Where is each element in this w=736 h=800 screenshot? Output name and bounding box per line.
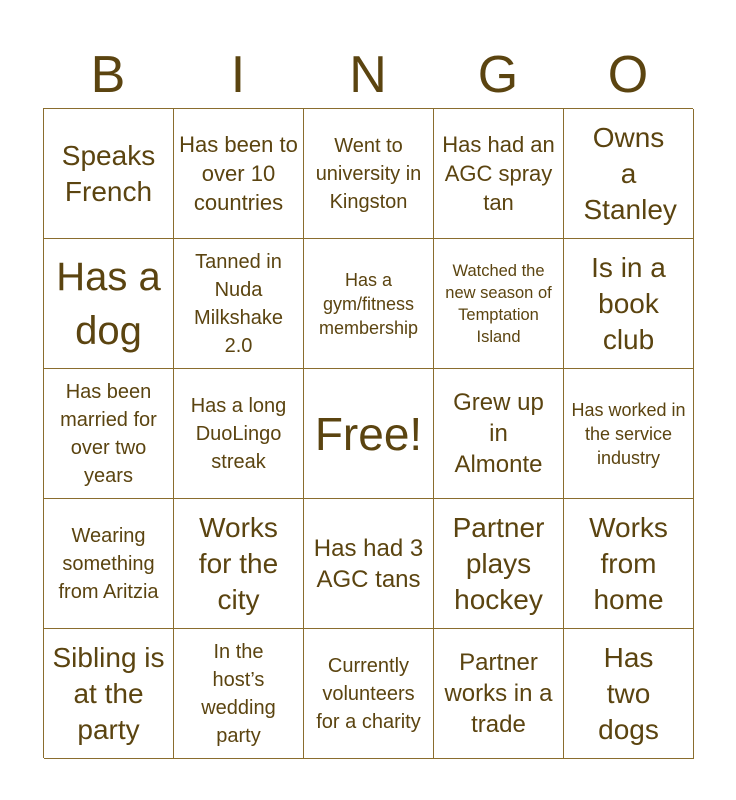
cell-text: Speaks French (61, 139, 156, 207)
cell-text: Sibling is at the party (52, 641, 165, 745)
free-space-text: Free! (314, 407, 423, 460)
cell-text: Has a gym/fitness membership (318, 269, 419, 338)
cell-text: Partner plays hockey (452, 511, 545, 615)
cell-text: Owns a Stanley (583, 121, 677, 225)
bingo-cell-r5c3[interactable] (304, 629, 434, 759)
bingo-cell-r3c5[interactable] (564, 369, 694, 499)
cell-text: Has two dogs (598, 641, 659, 745)
header-letter-i: I (230, 46, 246, 104)
bingo-grid (43, 108, 693, 758)
bingo-cell-r4c5[interactable] (564, 499, 694, 629)
cell-text: In the host’s wedding party (201, 640, 276, 747)
bingo-cell-r4c1[interactable] (44, 499, 174, 629)
cell-text: Has worked in the service industry (571, 399, 686, 468)
bingo-cell-r5c4[interactable] (434, 629, 564, 759)
bingo-cell-r2c3[interactable] (304, 239, 434, 369)
bingo-cell-r1c4[interactable] (434, 109, 564, 239)
header-letter-o: O (607, 46, 649, 104)
bingo-cell-r4c3[interactable] (304, 499, 434, 629)
cell-text: Went to university in Kingston (315, 134, 422, 213)
bingo-cell-r2c1[interactable] (44, 239, 174, 369)
cell-text: Has been married for over two years (60, 380, 157, 487)
cell-text: Partner works in a trade (444, 649, 553, 738)
bingo-cell-r1c5[interactable] (564, 109, 694, 239)
bingo-cell-r2c2[interactable] (174, 239, 304, 369)
bingo-cell-r2c5[interactable] (564, 239, 694, 369)
bingo-cell-r3c4[interactable] (434, 369, 564, 499)
bingo-cell-r3c1[interactable] (44, 369, 174, 499)
cell-text: Has been to over 10 countries (179, 132, 298, 215)
bingo-cell-r4c2[interactable] (174, 499, 304, 629)
cell-text: Works for the city (198, 511, 279, 615)
header-letter-g: G (477, 46, 519, 104)
cell-text: Has had an AGC spray tan (442, 132, 555, 215)
bingo-cell-r5c5[interactable] (564, 629, 694, 759)
bingo-cell-free[interactable] (304, 369, 434, 499)
cell-text: Has a long DuoLingo streak (190, 394, 287, 473)
header-letter-n: N (349, 46, 387, 104)
cell-text: Wearing something from Aritzia (58, 524, 159, 603)
header-letter-b: B (90, 46, 126, 104)
bingo-cell-r5c1[interactable] (44, 629, 174, 759)
cell-text: Is in a book club (591, 251, 666, 355)
cell-text: Watched the new season of Temptation Island (445, 261, 552, 346)
cell-text: Tanned in Nuda Milkshake 2.0 (194, 250, 283, 357)
bingo-cell-r5c2[interactable] (174, 629, 304, 759)
bingo-cell-r2c4[interactable] (434, 239, 564, 369)
bingo-cell-r4c4[interactable] (434, 499, 564, 629)
cell-text: Has a dog (56, 254, 161, 353)
cell-text: Grew up in Almonte (453, 389, 544, 478)
bingo-cell-r3c2[interactable] (174, 369, 304, 499)
cell-text: Works from home (589, 511, 668, 615)
bingo-cell-r1c1[interactable] (44, 109, 174, 239)
bingo-cell-r1c2[interactable] (174, 109, 304, 239)
bingo-header (43, 42, 693, 108)
cell-text: Currently volunteers for a charity (316, 654, 421, 733)
bingo-cell-r1c3[interactable] (304, 109, 434, 239)
cell-text: Has had 3 AGC tans (313, 534, 424, 593)
